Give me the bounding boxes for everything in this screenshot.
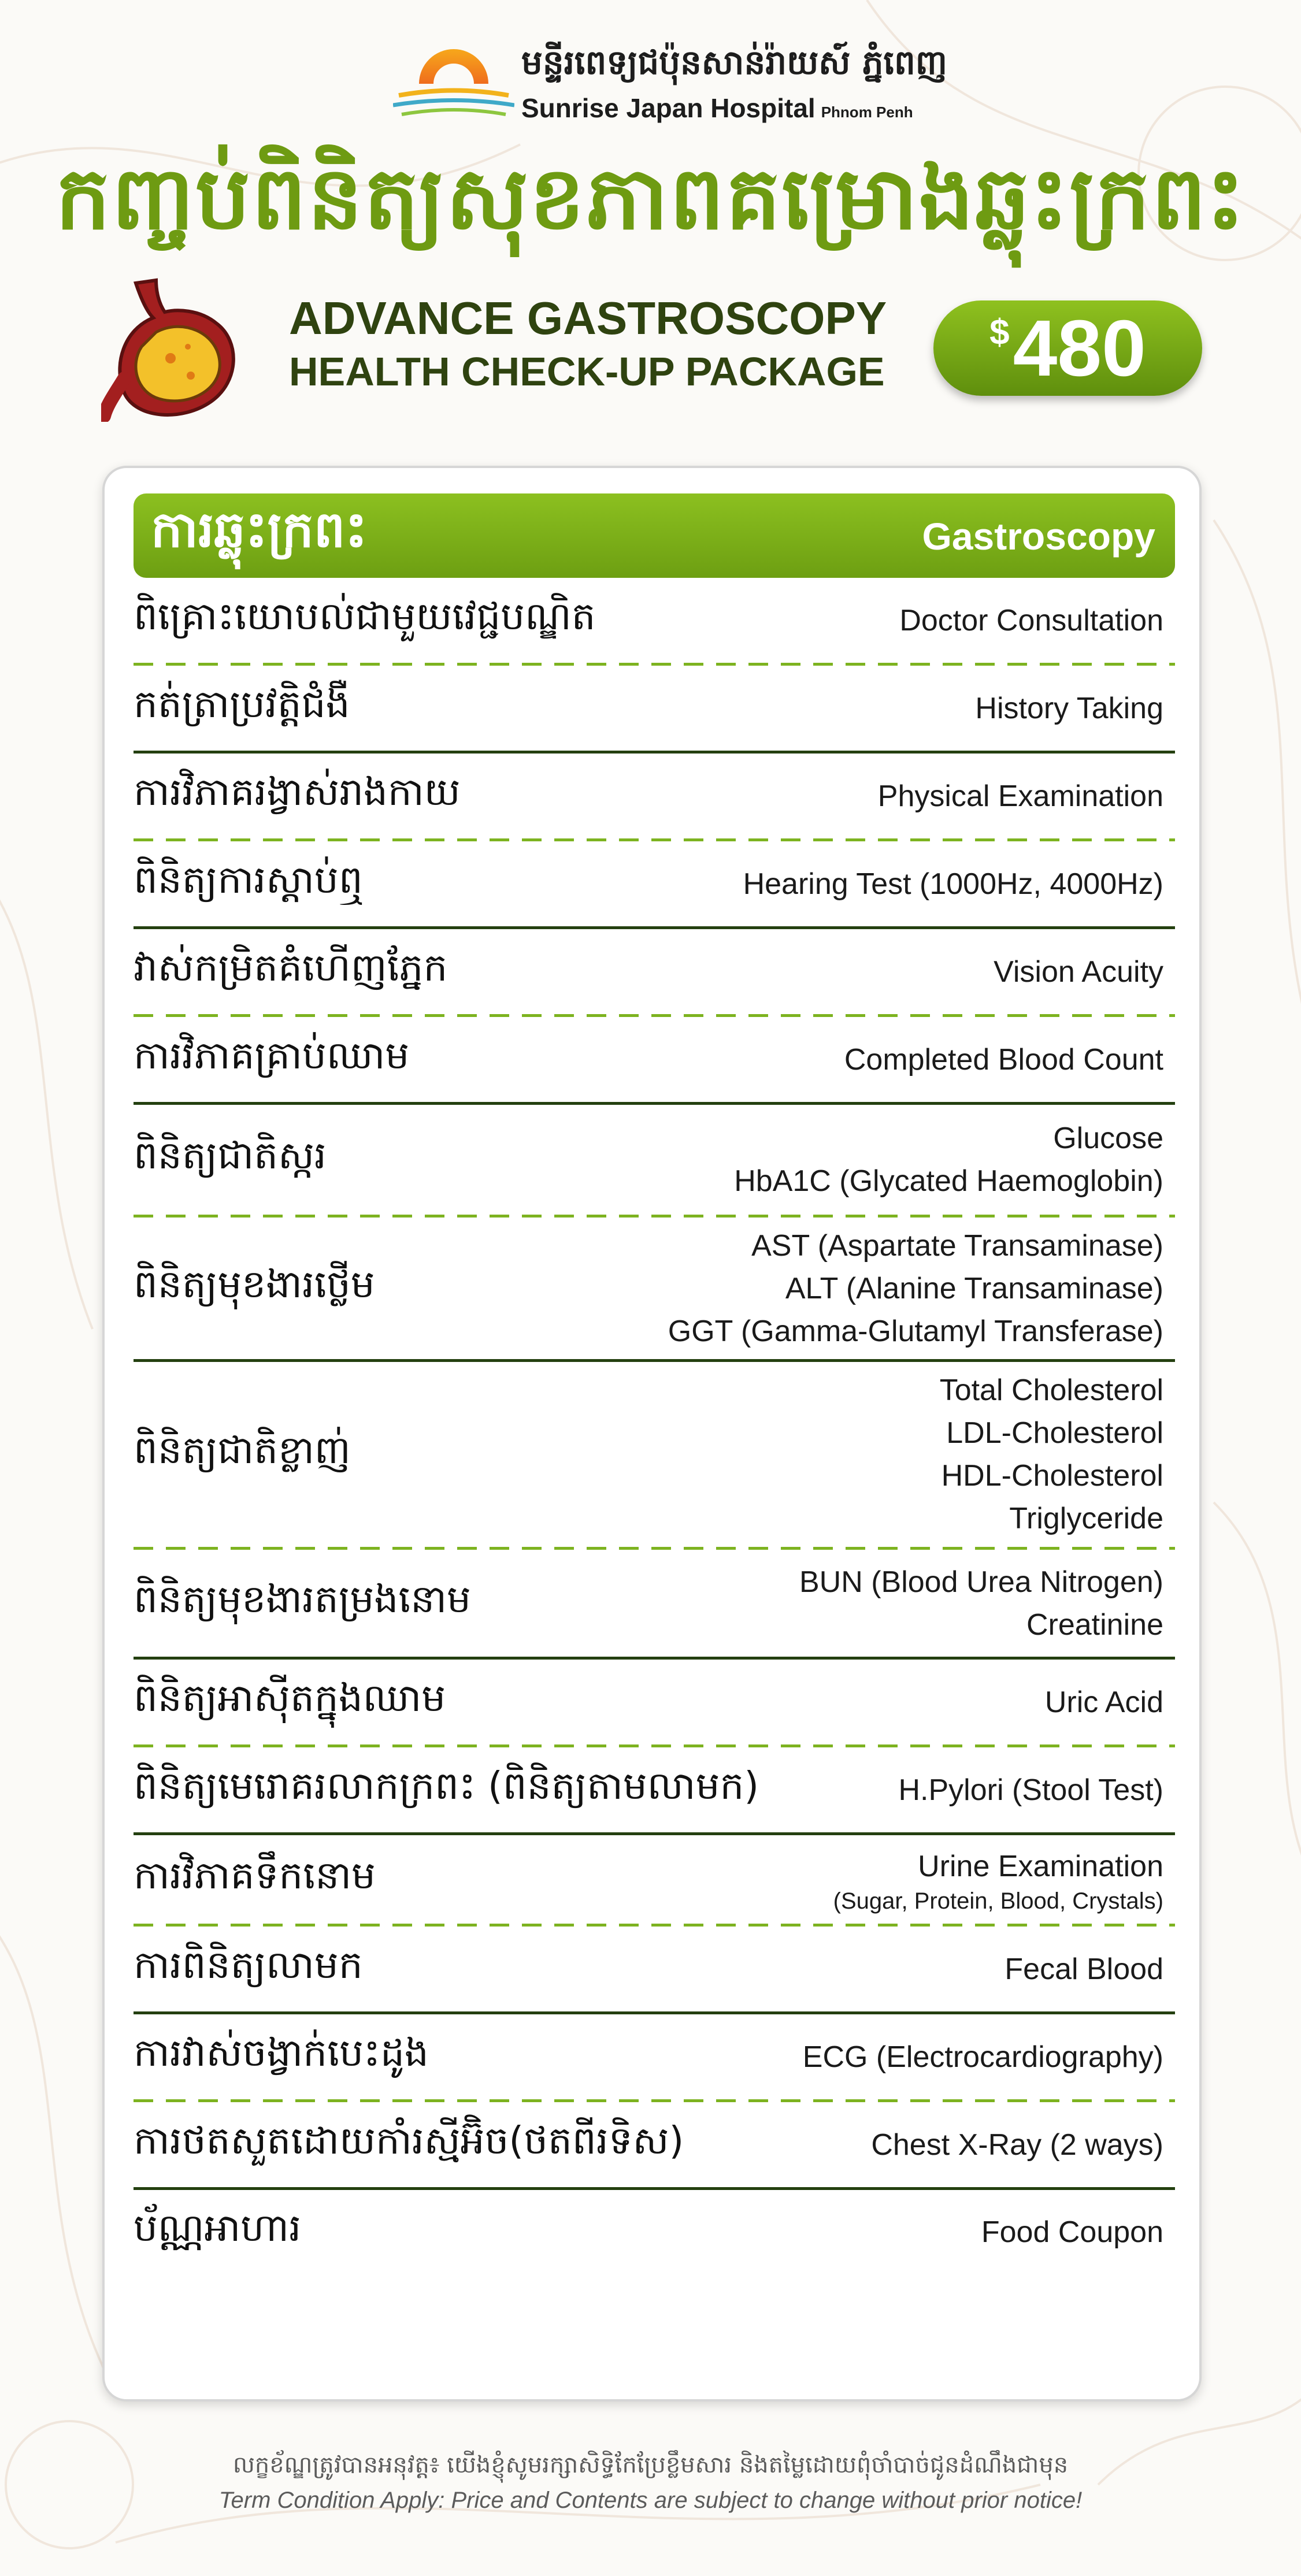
service-name-kh: ពិនិត្យជាតិស្ករ xyxy=(134,1133,327,1178)
service-row xyxy=(134,1105,1175,1215)
page-title-kh: កញ្ចប់ពិនិត្យសុខភាពគម្រោងឆ្លុះក្រពះ xyxy=(55,149,1246,249)
sunrise-logo-icon xyxy=(393,40,514,127)
package-title-line2: HEALTH CHECK-UP PACKAGE xyxy=(289,349,885,394)
footer-note-en: Term Condition Apply: Price and Contents are subject to change without prior notice! xyxy=(218,2488,1083,2513)
service-item-line: Physical Examination xyxy=(877,779,1163,813)
service-item-line: BUN (Blood Urea Nitrogen) xyxy=(799,1565,1163,1599)
card-header-en: Gastroscopy xyxy=(922,515,1155,558)
service-name-en xyxy=(899,599,1163,642)
service-item-line: Triglyceride xyxy=(1009,1502,1163,1535)
price-amount: 480 xyxy=(1013,303,1146,393)
service-name-en xyxy=(668,1224,1163,1353)
service-name-kh: ពិគ្រោះយោបល់ជាមួយវេជ្ជបណ្ឌិត xyxy=(134,593,596,639)
package-card xyxy=(102,466,1202,2401)
service-name-kh: ពិនិត្យមុខងារថ្លើម xyxy=(134,1261,375,1306)
service-row xyxy=(134,2190,1175,2274)
service-row xyxy=(134,1927,1175,2011)
service-row xyxy=(134,2102,1175,2187)
service-item-note: (Sugar, Protein, Blood, Crystals) xyxy=(833,1888,1163,1914)
service-row xyxy=(134,2014,1175,2099)
service-item-line: LDL-Cholesterol xyxy=(946,1416,1163,1450)
service-name-kh: ការពិនិត្យលាមក xyxy=(134,1942,363,1987)
service-name-en xyxy=(994,951,1163,993)
service-row xyxy=(134,841,1175,926)
service-row xyxy=(134,1550,1175,1657)
service-name-kh: កត់ត្រាប្រវត្តិជំងឺ xyxy=(134,681,350,726)
service-item-line: History Taking xyxy=(975,691,1163,725)
hospital-name-en xyxy=(521,92,913,124)
service-item-line: ECG (Electrocardiography) xyxy=(802,2040,1163,2074)
footer-note-kh: លក្ខខ័ណ្ឌត្រូវបានអនុវត្ត៖ យើងខ្ញុំសូមរក្សាសិទ្ធិកែប្រែខ្លឹមសារ និងតម្លៃដោយពុំចាំបាច់ជូនដំណឹងជាមុន xyxy=(232,2452,1069,2478)
service-name-en xyxy=(743,863,1163,905)
stomach-icon xyxy=(101,277,246,422)
hospital-name-kh: មន្ទីរពេទ្យជប៉ុនសាន់រ៉ាយស៍ ភ្នំពេញ xyxy=(521,43,947,82)
hospital-logo xyxy=(393,40,947,133)
service-name-kh: ពិនិត្យមេរោគរលាកក្រពះ (ពិនិត្យតាមលាមក) xyxy=(134,1763,759,1808)
service-item-line: Glucose xyxy=(1053,1122,1163,1155)
service-item-line: GGT (Gamma-Glutamyl Transferase) xyxy=(668,1314,1163,1348)
service-row xyxy=(134,754,1175,838)
service-name-kh: ការវិភាគរង្វាស់រាងកាយ xyxy=(134,769,461,814)
service-name-en xyxy=(844,1038,1163,1081)
service-row xyxy=(134,1747,1175,1832)
service-name-kh: ពិនិត្យអាស៊ីតក្នុងឈាម xyxy=(134,1675,446,1720)
service-name-kh: ពិនិត្យជាតិខ្លាញ់ xyxy=(134,1428,351,1472)
service-item-line: Uric Acid xyxy=(1044,1685,1163,1719)
service-name-en xyxy=(878,775,1163,818)
service-item-line: Chest X-Ray (2 ways) xyxy=(871,2128,1163,2162)
service-name-kh: ការវិភាគទឹកនោម xyxy=(134,1853,376,1898)
service-item-line: Doctor Consultation xyxy=(899,603,1163,637)
service-name-kh: ពិនិត្យការស្តាប់ឮ xyxy=(134,857,363,902)
service-row xyxy=(134,1362,1175,1547)
service-row xyxy=(134,666,1175,751)
price-currency: $ xyxy=(989,313,1010,352)
service-row xyxy=(134,578,1175,663)
service-item-line: H.Pylori (Stool Test) xyxy=(898,1773,1163,1807)
service-item-line: AST (Aspartate Transaminase) xyxy=(751,1228,1163,1263)
service-name-en xyxy=(940,1369,1163,1540)
package-title xyxy=(289,292,887,398)
service-item-line: Vision Acuity xyxy=(994,955,1163,989)
hospital-city: Phnom Penh xyxy=(821,103,913,121)
service-name-kh: ការវិភាគគ្រាប់ឈាម xyxy=(134,1033,410,1078)
service-item-line: HbA1C (Glycated Haemoglobin) xyxy=(734,1164,1163,1198)
service-row xyxy=(134,1017,1175,1102)
service-name-en xyxy=(1005,1948,1163,1991)
service-item-line: Food Coupon xyxy=(981,2215,1163,2249)
service-item-line: Total Cholesterol xyxy=(939,1374,1163,1407)
service-name-kh: ពិនិត្យមុខងារតម្រងនោម xyxy=(134,1576,471,1621)
service-item-line: Completed Blood Count xyxy=(844,1042,1163,1077)
card-header xyxy=(134,493,1175,578)
service-name-en xyxy=(734,1117,1163,1202)
service-name-kh: ប័ណ្ណអាហារ xyxy=(134,2205,302,2250)
service-name-en xyxy=(833,1845,1163,1914)
service-name-kh: ការវាស់ចង្វាក់បេះដូង xyxy=(134,2030,429,2075)
service-name-kh: វាស់កម្រិតគំហើញភ្នែក xyxy=(134,945,448,990)
card-header-kh: ការឆ្លុះក្រពះ xyxy=(151,501,368,559)
service-item-line: HDL-Cholesterol xyxy=(941,1459,1163,1493)
service-row xyxy=(134,929,1175,1014)
hospital-name: Sunrise Japan Hospital xyxy=(521,93,816,123)
service-name-en xyxy=(1045,1681,1163,1724)
service-name-en xyxy=(981,2211,1163,2254)
service-item-line: Creatinine xyxy=(1026,1608,1163,1642)
price-badge xyxy=(933,300,1202,396)
service-item-line: Fecal Blood xyxy=(1005,1952,1163,1986)
service-item-line: Urine Examination xyxy=(918,1849,1163,1883)
service-name-en xyxy=(799,1561,1163,1646)
service-list xyxy=(134,578,1175,2274)
service-name-kh: ការថតសួតដោយកាំរស្មីអ៊ិច(ថតពីរទិស) xyxy=(134,2118,684,2163)
package-title-line1: ADVANCE GASTROSCOPY xyxy=(289,292,887,344)
service-name-en xyxy=(871,2124,1163,2166)
service-item-line: Hearing Test (1000Hz, 4000Hz) xyxy=(743,867,1163,901)
service-row xyxy=(134,1835,1175,1924)
service-row xyxy=(134,1660,1175,1744)
service-row xyxy=(134,1218,1175,1359)
service-item-line: ALT (Alanine Transaminase) xyxy=(785,1271,1163,1305)
service-name-en xyxy=(898,1769,1163,1812)
service-name-en xyxy=(803,2036,1163,2078)
service-name-en xyxy=(975,687,1163,730)
